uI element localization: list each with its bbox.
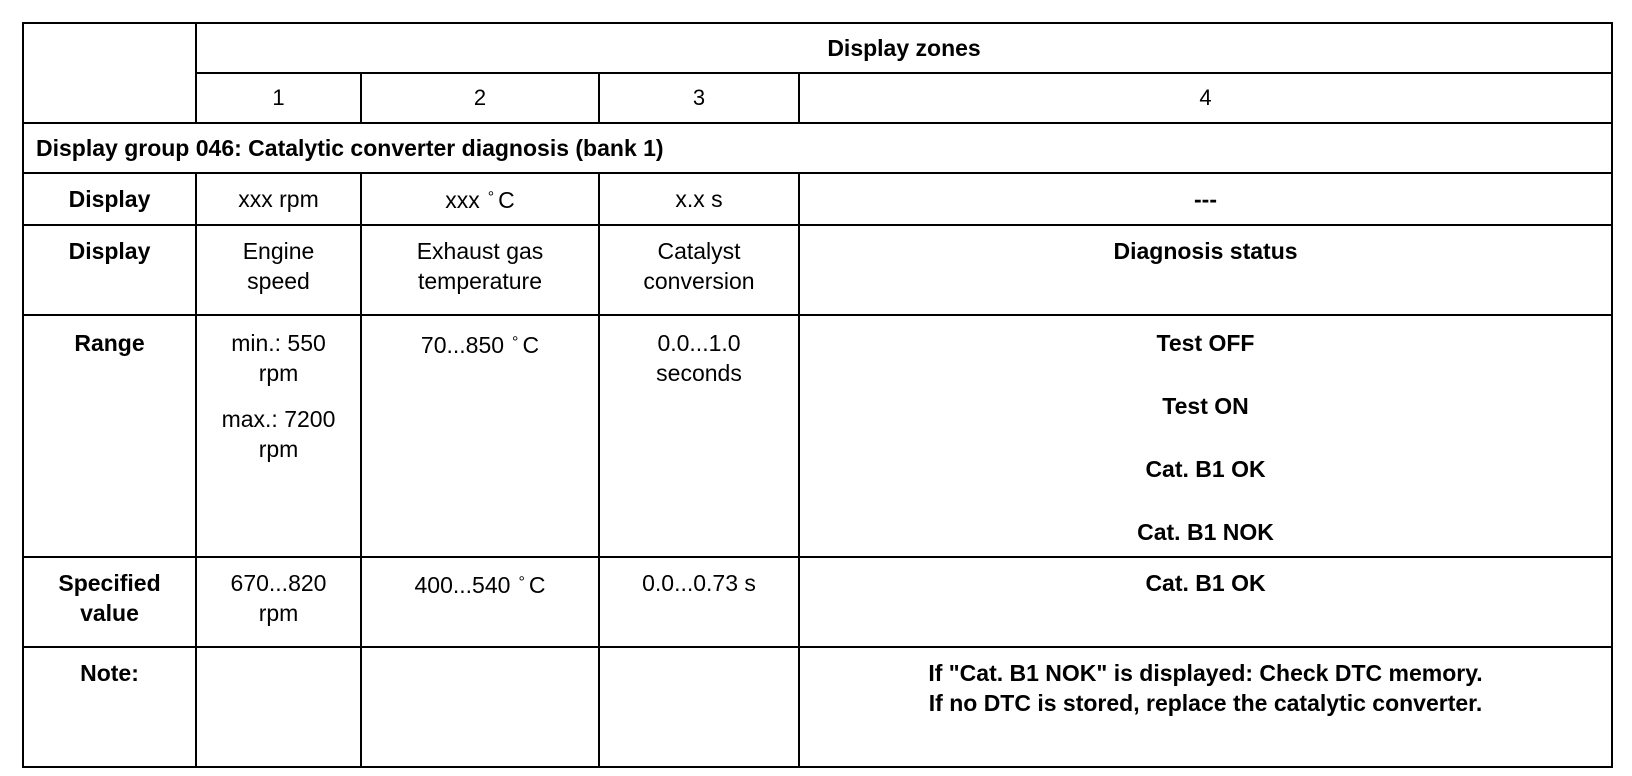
zone3-specified: 0.0...0.73 s [599, 557, 799, 647]
zone1-specified [196, 557, 361, 647]
zone2-specified [361, 557, 599, 647]
display-names-row [23, 225, 1612, 315]
zone4-note [799, 647, 1612, 767]
zone-number-4: 4 [799, 73, 1612, 123]
display-zones-header: Display zones [196, 23, 1612, 73]
zone2-range-value: 70...850 [420, 332, 505, 358]
degree-icon: ° [518, 574, 525, 591]
zone2-unit-value: xxx [445, 187, 480, 213]
zone3-range [599, 315, 799, 557]
display-units-row [23, 173, 1612, 225]
status-test-on: Test ON [1162, 393, 1249, 419]
row-label-display-names: Display [23, 225, 196, 315]
display-group-title: Display group 046: Catalytic converter diagnosis (bank 1) [23, 123, 1612, 173]
zone1-name [196, 225, 361, 315]
zone2-specified-unit: C [528, 572, 546, 598]
zone2-range-unit: C [522, 332, 540, 358]
zone2-unit-symbol: C [498, 187, 515, 213]
range-row [23, 315, 1612, 557]
zone1-name-line1: Engine [242, 238, 315, 264]
row-label-specified-line2: value [80, 600, 139, 626]
row-label-display: Display [23, 173, 196, 225]
zone1-specified-line2: rpm [258, 600, 299, 626]
zone1-range-min-line1: min.: 550 [231, 330, 326, 356]
zone1-range-max-line1: max.: 7200 [221, 406, 336, 432]
zone4-specified: Cat. B1 OK [799, 557, 1612, 647]
specified-value-row [23, 557, 1612, 647]
zone1-unit: xxx rpm [196, 173, 361, 225]
zone1-range [196, 315, 361, 557]
zone1-specified-line1: 670...820 [230, 570, 327, 596]
status-cat-nok: Cat. B1 NOK [1137, 519, 1274, 545]
zone3-name-line1: Catalyst [657, 238, 741, 264]
degree-icon: ° [487, 189, 495, 206]
status-cat-ok: Cat. B1 OK [1145, 456, 1266, 482]
zone2-specified-value: 400...540 [414, 572, 511, 598]
note-line1: If "Cat. B1 NOK" is displayed: Check DTC memory. [928, 660, 1483, 686]
zone1-range-max-line2: rpm [258, 436, 299, 462]
zone2-note [361, 647, 599, 767]
zone2-range [361, 315, 599, 557]
zone3-note [599, 647, 799, 767]
zone2-name-line1: Exhaust gas [416, 238, 544, 264]
zone3-name [599, 225, 799, 315]
display-group-table [22, 22, 1613, 768]
zone4-unit: --- [799, 173, 1612, 225]
note-line2: If no DTC is stored, replace the catalytic converter. [928, 690, 1483, 716]
zone2-unit [361, 173, 599, 225]
row-label-specified [23, 557, 196, 647]
status-test-off: Test OFF [1156, 330, 1255, 356]
zone-number-1: 1 [196, 73, 361, 123]
diagnosis-status-list [800, 328, 1611, 547]
group-title-row [23, 123, 1612, 173]
degree-icon: ° [512, 334, 519, 351]
zone3-range-line2: seconds [656, 360, 742, 386]
zone1-range-min-line2: rpm [258, 360, 299, 386]
zone3-unit: x.x s [599, 173, 799, 225]
zone1-name-line2: speed [247, 268, 310, 294]
zone-number-2: 2 [361, 73, 599, 123]
zone-number-3: 3 [599, 73, 799, 123]
zone3-name-line2: conversion [643, 268, 755, 294]
zone4-range [799, 315, 1612, 557]
header-row-zones [23, 23, 1612, 73]
zone1-note [196, 647, 361, 767]
zone2-name [361, 225, 599, 315]
zone3-range-line1: 0.0...1.0 [657, 330, 741, 356]
row-label-specified-line1: Specified [58, 570, 161, 596]
zone2-name-line2: temperature [417, 268, 542, 294]
zone4-name: Diagnosis status [799, 225, 1612, 315]
header-corner-cell [23, 23, 196, 123]
row-label-range: Range [23, 315, 196, 557]
header-row-zone-numbers [23, 73, 1612, 123]
row-label-note: Note: [23, 647, 196, 767]
note-row [23, 647, 1612, 767]
